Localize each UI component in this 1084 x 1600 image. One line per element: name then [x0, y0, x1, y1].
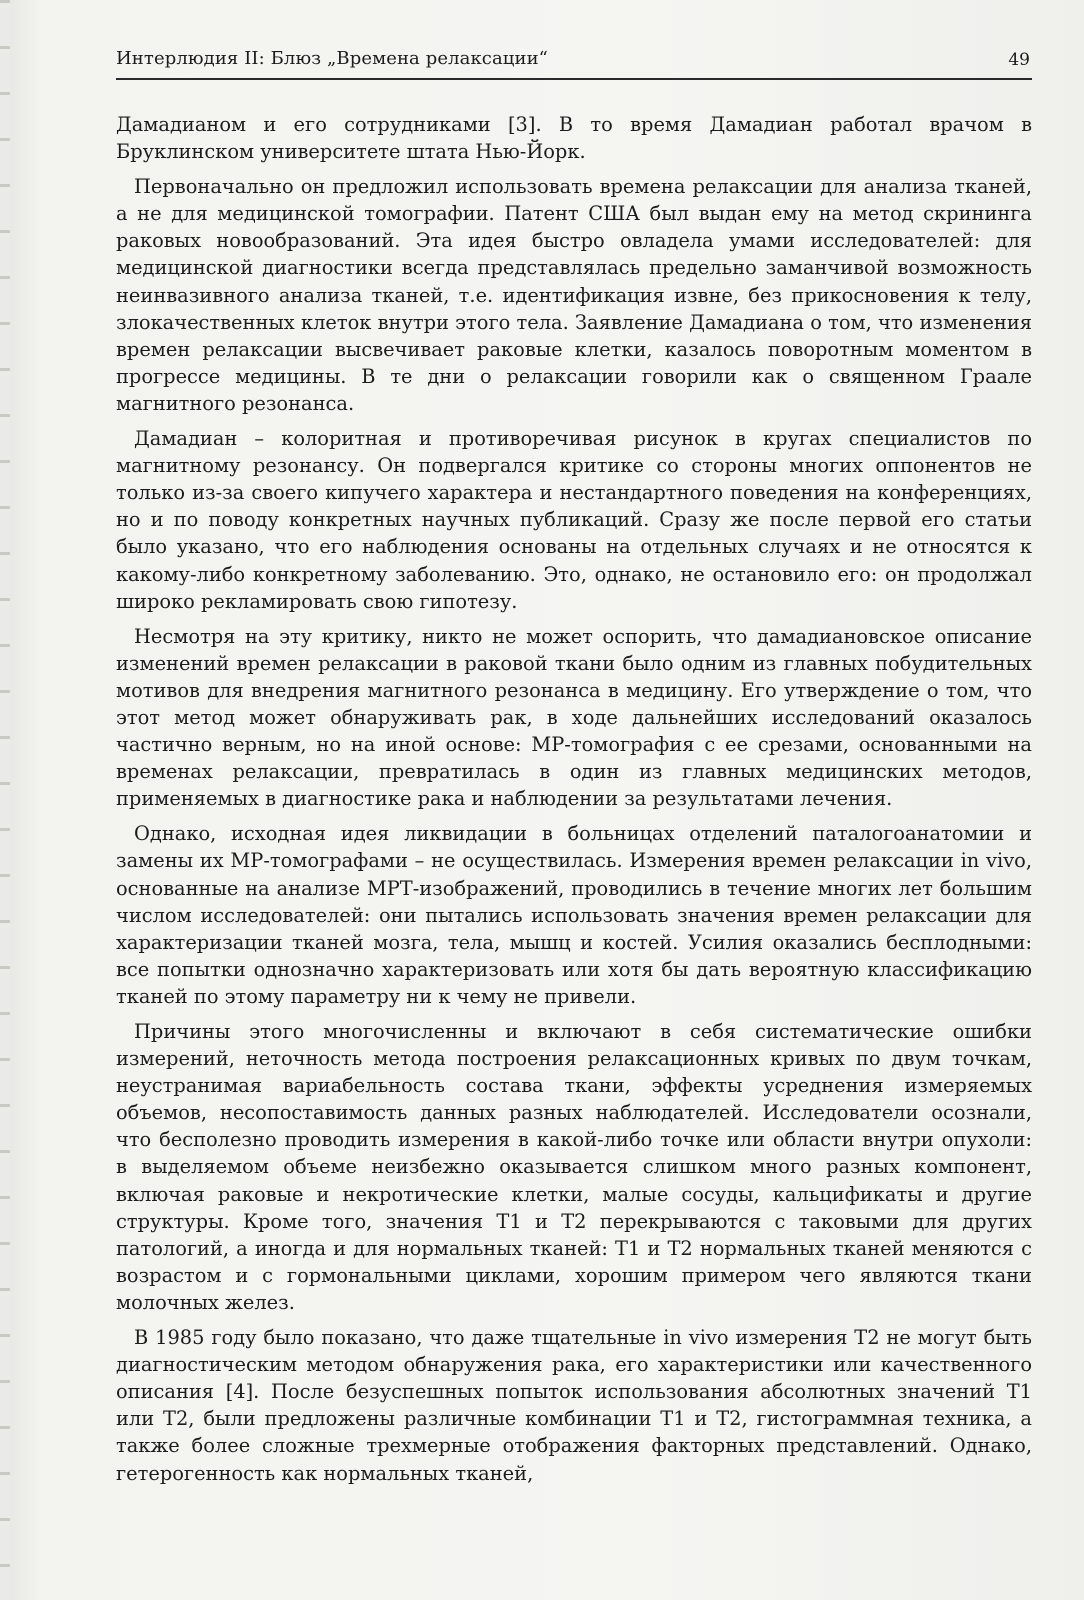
paragraph: Дамадиан – колоритная и противоречивая рисунок в кругах специалистов по магнитному резонансу. Он подвергался критике со стороны многих оппонентов не только из-за своего кипучего характера и нестандартного поведения на конференциях, но и по поводу конкретных научных публикаций. Сразу же после первой его статьи было указано, что его наблюдения основаны на отдельных случаях и не относятся к какому-либо конкретному заболеванию. Это, однако, не остановило его: он продолжал широко рекламировать свою гипотезу. — [116, 427, 1032, 613]
paragraph: В 1985 году было показано, что даже тщательные in vivo измерения Т2 не могут быть диагностическим методом обнаружения рака, его характеристики или качественного описания [4]. После безуспешных попыток использования абсолютных значений Т1 или Т2, были предложены различные комбинации Т1 и Т2, гистограммная техника, а также более сложные трехмерные отображения факторных представлений. Однако, гетерогенность как нормальных тканей, — [116, 1326, 1032, 1485]
paragraph: Дамадианом и его сотрудниками [3]. В то время Дамадиан работал врачом в Бруклинском университете штата Нью-Йорк. — [116, 113, 1032, 164]
paragraph: Несмотря на эту критику, никто не может оспорить, что дамадиановское описание изменений времен релаксации в раковой ткани было одним из главных побудительных мотивов для внедрения магнитного резонанса в медицину. Его утверждение о том, что этот метод может обнаруживать рак, в ходе дальнейших исследований оказалось частично верным, но на иной основе: МР-томография с ее срезами, основанными на временах релаксации, превратилась в один из главных медицинских методов, применяемых в диагностике рака и наблюдении за результатами лечения. — [116, 624, 1032, 811]
page-number: 49 — [1008, 50, 1030, 70]
page-binding-edge — [0, 0, 10, 1600]
running-title: Интерлюдия II: Блюз „Времена релаксации“ — [116, 48, 548, 69]
paragraph: Первоначально он предложил использовать времена релаксации для анализа тканей, а не для медицинской томографии. Патент США был выдан ему на метод скрининга раковых новообразований. Эта идея быстро овладела умами исследователей: для медицинской диагностики всегда представлялась предельно заманчивой возможность неинвазивного анализа тканей, т.е. идентификация извне, без прикосновения к телу, злокачественных клеток внутри этого тела. Заявление Дамадиана о том, что изменения времен релаксации высвечивает раковые клетки, казалось поворотным моментом в прогрессе медицины. В те дни о релаксации говорили как о священном Граале магнитного резонанса. — [116, 175, 1032, 415]
main-text — [116, 111, 1032, 1495]
page-header — [116, 44, 1032, 80]
paragraph: Причины этого многочисленны и включают в себя систематические ошибки измерений, неточность метода построения релаксационных кривых по двум точкам, неустранимая вариабельность состава ткани, эффекты усреднения измеряемых объемов, несопоставимость данных разных наблюдателей. Исследователи осознали, что бесполезно проводить измерения в какой-либо точке или области внутри опухоли: в выделяемом объеме неизбежно оказывается слишком много разных компонент, включая раковые и некротические клетки, малые сосуды, кальцификаты и другие структуры. Кроме того, значения Т1 и Т2 перекрываются с таковыми для других патологий, а иногда и для нормальных тканей: Т1 и Т2 нормальных тканей меняются с возрастом и с гормональными циклами, хорошим примером чего являются ткани молочных желез. — [116, 1020, 1032, 1314]
paragraph: Однако, исходная идея ликвидации в больницах отделений паталогоанатомии и замены их МР-томографами – не осуществилась. Измерения времен релаксации in vivo, основанные на анализе МРТ-изображений, проводились в течение многих лет большим числом исследователей: они пытались использовать значения времен релаксации для характеризации тканей мозга, тела, мышц и костей. Усилия оказались бесплодными: все попытки однозначно характеризовать или хотя бы дать вероятную классификацию тканей по этому параметру ни к чему не привели. — [116, 822, 1032, 1008]
